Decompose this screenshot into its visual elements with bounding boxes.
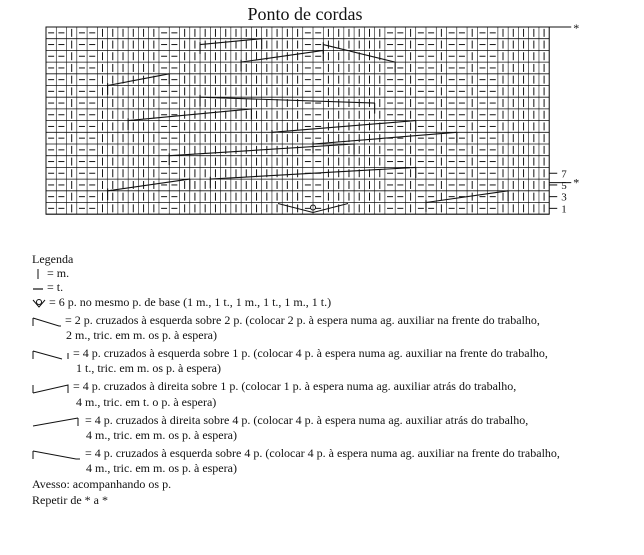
cable-4-over-4-right-icon [32,414,82,428]
legend-purl [32,280,560,294]
legend-repetir: Repetir de * a * [32,493,108,507]
legend-knit-text: = m. [47,266,70,280]
legend-c2l-text: = 2 p. cruzados à esquerda sobre 2 p. (colocar 2 p. à espera numa ag. auxiliar na frente do trabalho, [65,312,540,327]
row-number-7: 7 [561,168,567,181]
repeat-marker-bottom: * [573,175,580,190]
chart-title: Ponto de cordas [247,4,363,24]
legend-c4r4 [32,413,560,428]
row-number-3: 3 [561,191,567,204]
repeat-marker-top: * [573,21,580,35]
legend-purl-text: = t. [47,280,64,295]
legend-c4l1-cont: 1 t., tric. em m. os p. à espera) [76,361,221,376]
legend-heading: Legenda [32,252,74,266]
legend-knit [32,266,560,280]
legend-c4r1 [32,379,560,394]
cable-4-over-1-right-icon [32,381,70,395]
legend-c4l1 [32,346,560,361]
increase-symbol-icon [32,297,46,309]
legend [32,252,560,507]
knitting-chart [0,0,644,230]
legend-c4l4 [32,446,560,461]
cable-2-left-icon [32,314,62,328]
knit-symbol-icon [32,268,44,280]
legend-c4l4-cont: 4 m., tric. em m. os p. à espera) [86,461,237,475]
chart-grid [46,27,549,214]
legend-c4r4-cont: 4 m., tric. em m. os p. à espera) [86,427,237,442]
legend-increase-text: = 6 p. no mesmo p. de base (1 m., 1 t., 1 m., 1 t., 1 m., 1 t.) [49,294,332,309]
legend-c4l1-text: = 4 p. cruzados à esquerda sobre 1 p. (colocar 4 p. à espera numa ag. auxiliar na frente do trabalho, [73,346,548,360]
row-labels [549,21,579,215]
legend-c4r4-text: = 4 p. cruzados à direita sobre 4 p. (colocar 4 p. à espera numa ag. auxiliar atrás do trabalho, [85,412,529,427]
legend-c4l4-text: = 4 p. cruzados à esquerda sobre 4 p. (colocar 4 p. à espera numa ag. auxiliar na frente do trabalho, [85,445,560,460]
cable-4-over-4-left-icon [32,447,82,461]
purl-symbol-icon [32,283,44,295]
legend-c2l [32,313,560,328]
legend-c2l-cont: 2 m., tric. em m. os p. à espera) [66,328,217,342]
row-number-5: 5 [561,179,567,192]
legend-avesso: Avesso: acompanhando os p. [32,477,172,491]
cable-symbols [108,39,509,213]
cable-4-over-1-left-icon [32,347,70,361]
legend-increase [32,295,560,309]
legend-c4r1-cont: 4 m., tric. em t. o p. à espera) [76,394,217,409]
row-number-1: 1 [561,203,567,216]
legend-c4r1-text: = 4 p. cruzados à direita sobre 1 p. (colocar 1 p. à espera numa ag. auxiliar atrás do trabalho, [73,379,517,394]
